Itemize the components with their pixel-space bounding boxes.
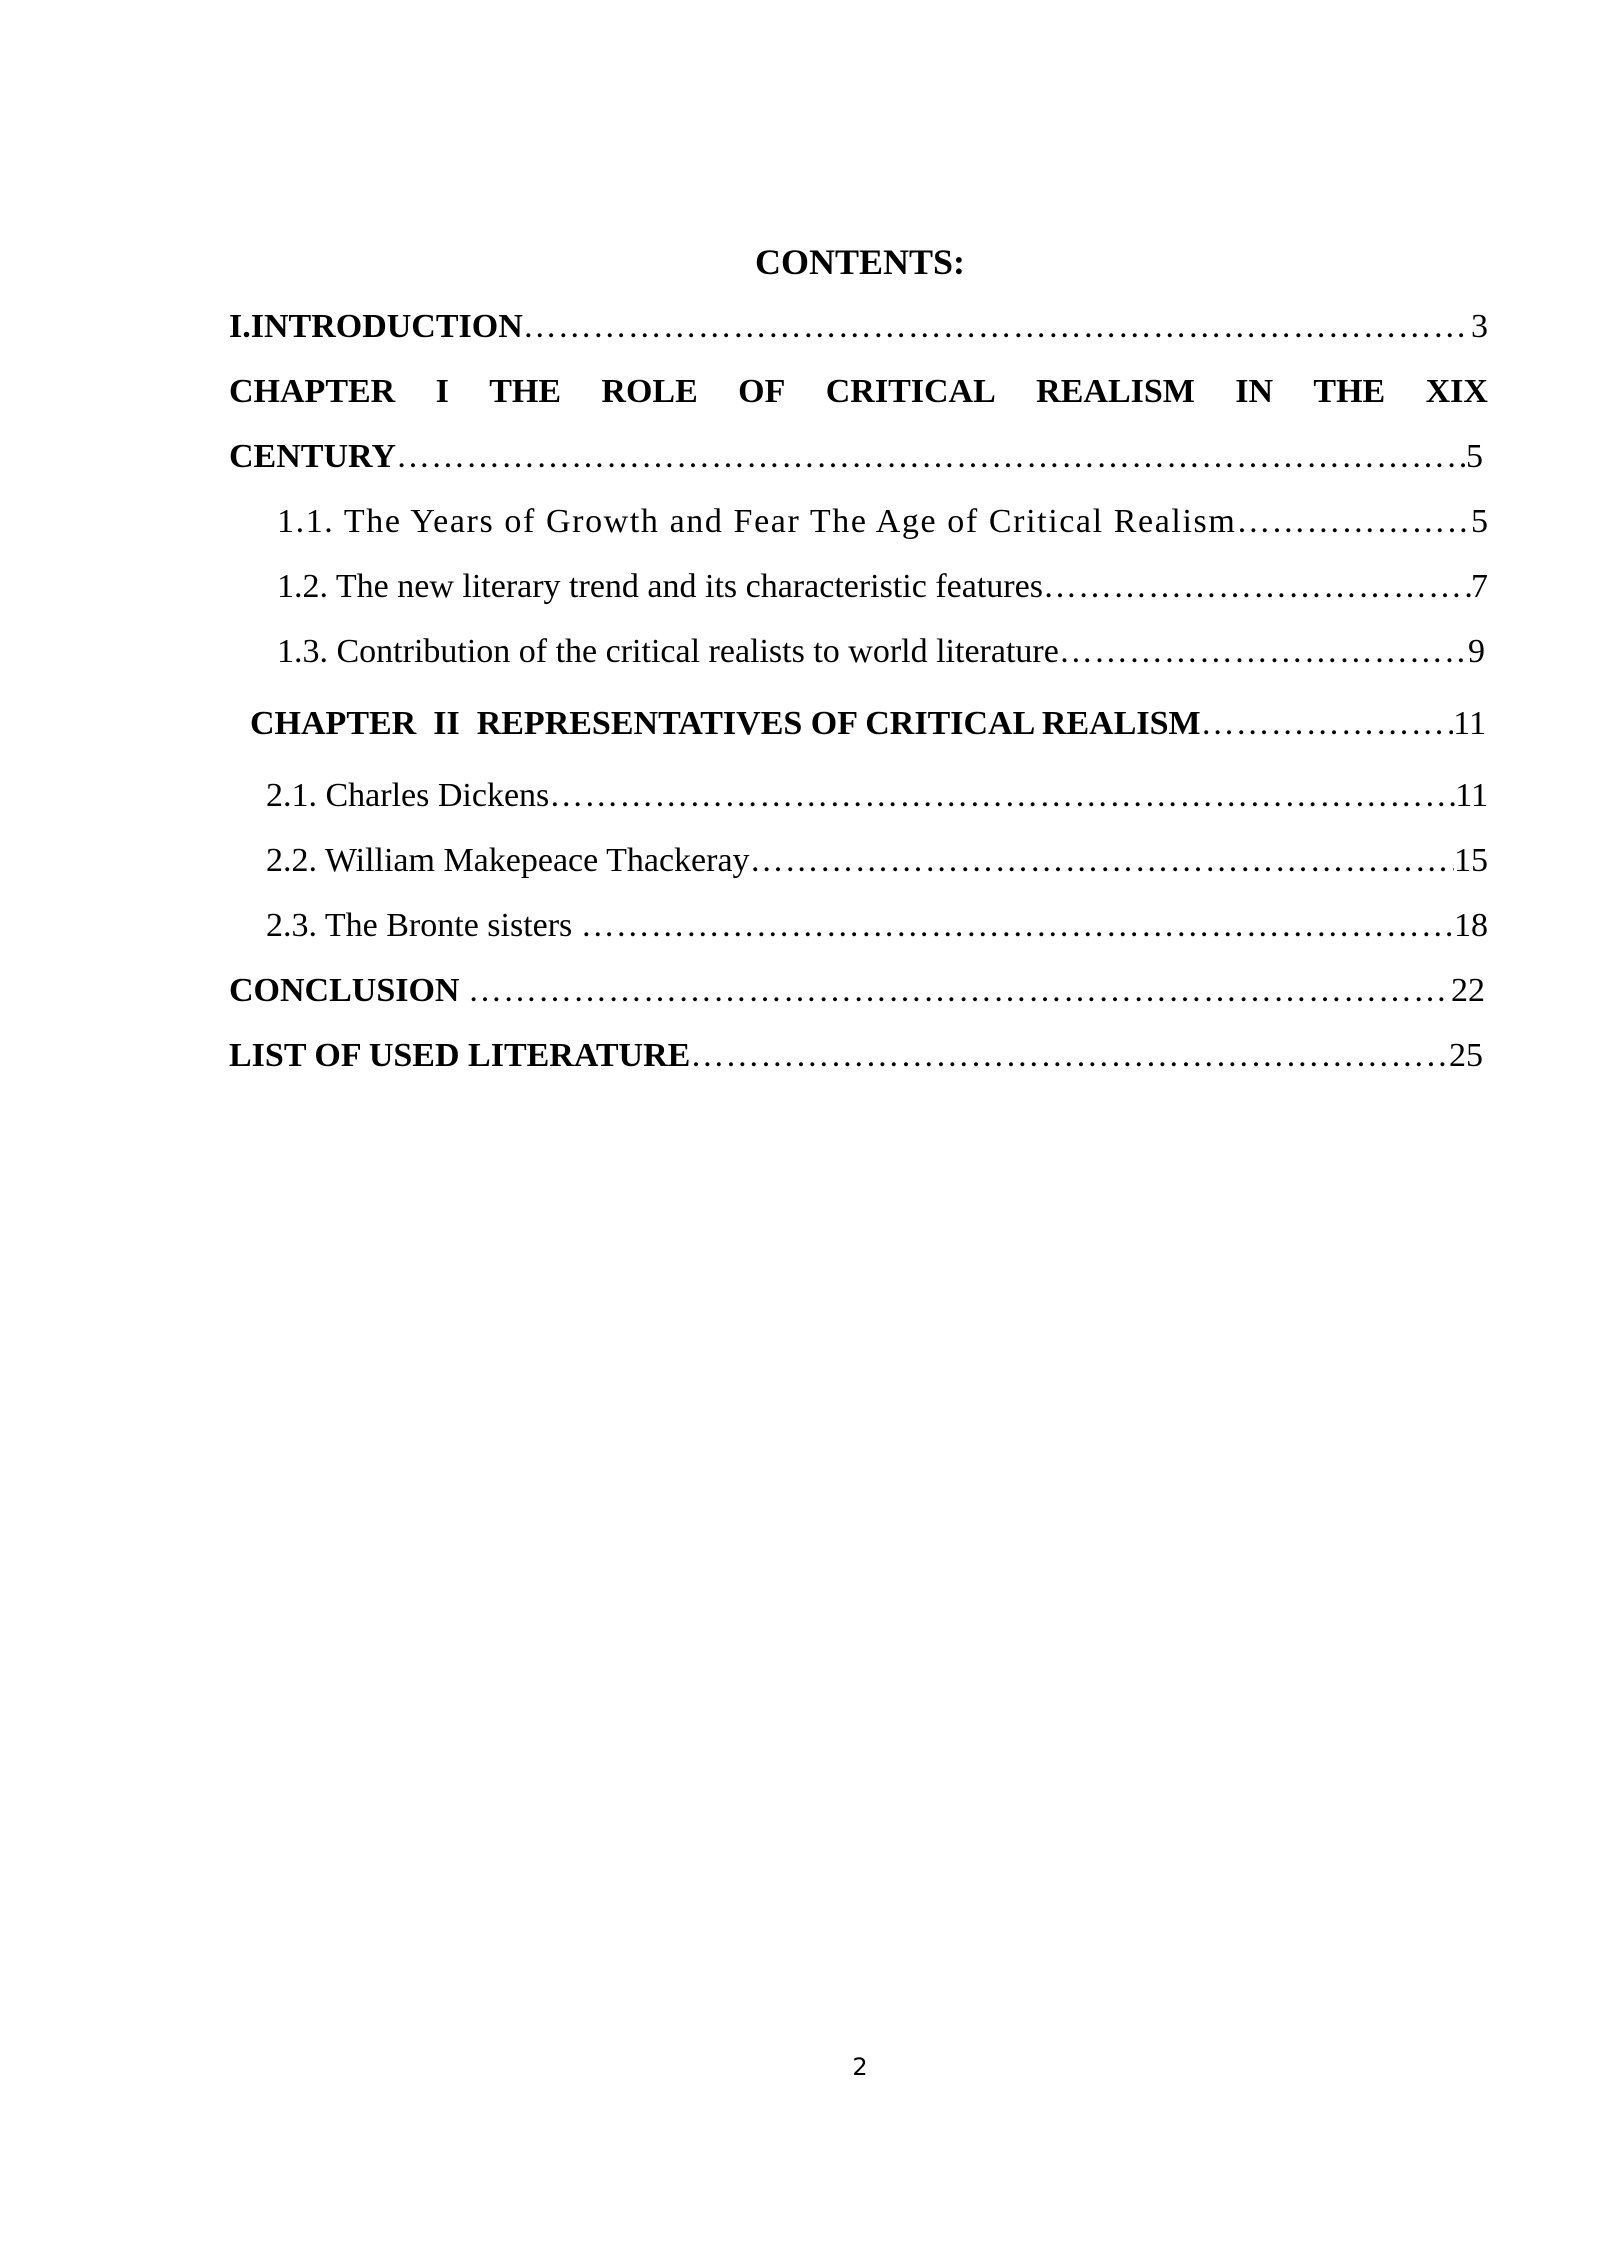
toc-entry-page: 25 [1449, 1037, 1483, 1074]
toc-entry-page: 15 [1454, 842, 1488, 879]
toc-entry-page: 11 [1453, 705, 1486, 742]
toc-word: THE [1313, 373, 1386, 410]
toc-word: I [435, 373, 449, 410]
toc-title: CONTENTS: [754, 242, 966, 282]
toc-entry-page: 7 [1471, 568, 1488, 605]
toc-entry-label: LIST OF USED LITERATURE [229, 1037, 691, 1074]
toc-entry-chapter-2[interactable] [250, 699, 1486, 749]
dot-leader [581, 901, 1454, 951]
toc-entry-1-3[interactable] [277, 627, 1485, 677]
toc-entry-page: 5 [1471, 503, 1488, 540]
page-number: 2 [852, 2053, 868, 2081]
toc-word: OF [738, 373, 786, 410]
toc-entry-label: 2.2. William Makepeace Thackeray [266, 842, 750, 879]
toc-entry-chapter-1-heading[interactable] [229, 367, 1488, 417]
dot-leader [750, 836, 1454, 886]
toc-entry-label: 1.2. The new literary trend and its characteristic features [277, 568, 1043, 605]
toc-word: ROLE [601, 373, 698, 410]
toc-entry-label: 2.1. Charles Dickens [266, 777, 550, 814]
dot-leader [549, 771, 1455, 821]
toc-word: CRITICAL [825, 373, 996, 410]
dot-leader [1059, 627, 1468, 677]
toc-entry-label: CENTURY [229, 438, 396, 475]
toc-entry-chapter-1-century[interactable] [229, 432, 1483, 482]
dot-leader [1236, 497, 1471, 547]
toc-entry-page: 22 [1451, 972, 1485, 1009]
toc-entry-label: CONCLUSION [229, 972, 468, 1009]
toc-entry-page: 18 [1454, 907, 1488, 944]
toc-entry-label: CHAPTER II REPRESENTATIVES OF CRITICAL REALISM [250, 705, 1201, 742]
toc-entry-page: 3 [1471, 308, 1488, 345]
toc-word: THE [489, 373, 562, 410]
toc-entry-1-1[interactable] [277, 497, 1488, 547]
dot-leader [1201, 699, 1454, 749]
toc-entry-label: 1.1. The Years of Growth and Fear The Age of Critical Realism [277, 503, 1237, 540]
dot-leader [396, 432, 1466, 482]
toc-entry-1-2[interactable] [277, 562, 1488, 612]
toc-word: IN [1235, 373, 1274, 410]
toc-entry-2-2[interactable] [266, 836, 1488, 886]
toc-entry-2-1[interactable] [266, 771, 1488, 821]
toc-entry-2-3[interactable] [266, 901, 1488, 951]
toc-entry-page: 5 [1466, 438, 1483, 475]
toc-entry-page: 9 [1468, 633, 1485, 670]
toc-entry-introduction[interactable] [229, 302, 1488, 352]
dot-leader [468, 966, 1451, 1016]
toc-entry-label: 1.3. Contribution of the critical realists to world literature [277, 633, 1059, 670]
toc-entry-conclusion[interactable] [229, 966, 1485, 1016]
toc-entry-literature[interactable] [229, 1031, 1483, 1081]
toc-word: REALISM [1036, 373, 1195, 410]
toc-entry-page: 11 [1455, 777, 1488, 814]
toc-word: XIX [1425, 373, 1488, 410]
dot-leader [523, 302, 1471, 352]
toc-entry-label: 2.3. The Bronte sisters [266, 907, 581, 944]
dot-leader [690, 1031, 1449, 1081]
toc-word: CHAPTER [229, 373, 396, 410]
dot-leader [1043, 562, 1471, 612]
toc-entry-label: I.INTRODUCTION [229, 308, 523, 345]
